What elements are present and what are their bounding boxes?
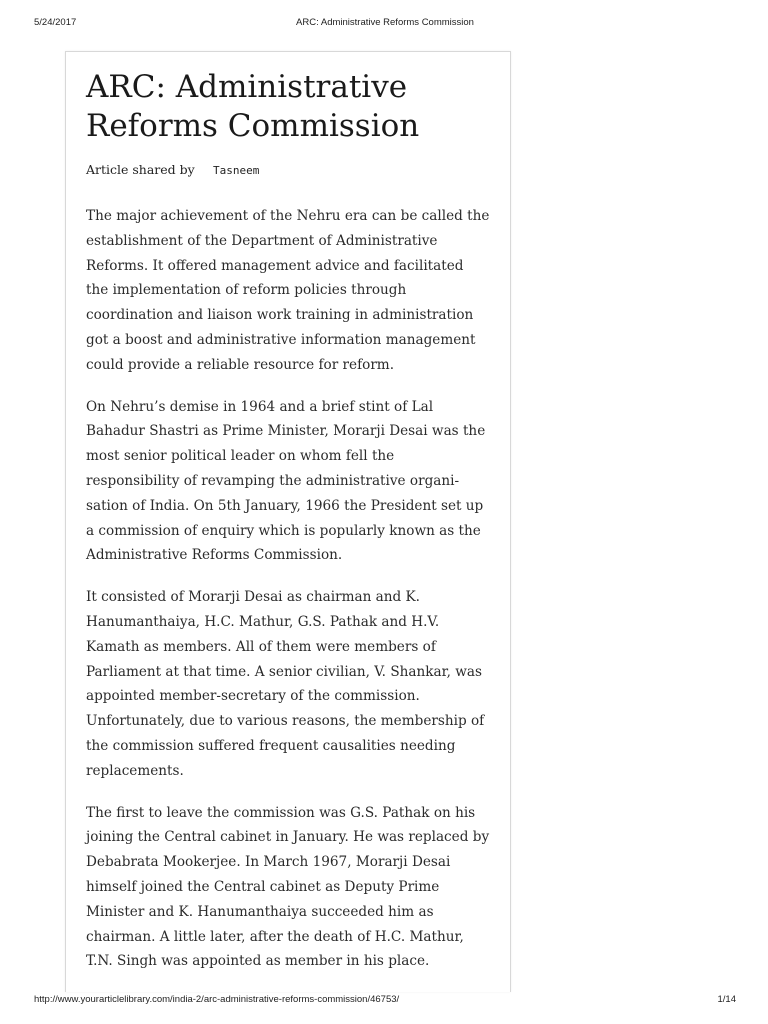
print-footer xyxy=(34,994,736,1008)
paragraph-4: The first to leave the commission was G.S. Pathak on his joining the Central cabinet in January. He was replaced by Debabrata Mookerjee. In March 1967, Morarji Desai himself joined the Central cabinet as Deputy Prime Minister and K. Hanumanthaiya succeeded him as chairman. A little later, after the death of H.C. Mathur, T.N. Singh was appointed as member in his place. xyxy=(86,804,490,970)
byline xyxy=(86,162,486,182)
article-card xyxy=(65,51,511,992)
author-name: Tasneem xyxy=(213,164,260,177)
article-body xyxy=(86,204,490,991)
paragraph-2: On Nehru’s demise in 1964 and a brief stint of Lal Bahadur Shastri as Prime Minister, Morarji Desai was the most senior political leader on whom fell the responsibility of revamping the administrative organi-sation of India. On 5th January, 1966 the President set up a commission of enquiry which is popularly known as the Administrative Reforms Commission. xyxy=(86,398,486,564)
print-page-title: ARC: Administrative Reforms Commission xyxy=(296,17,474,28)
source-url: http://www.yourarticlelibrary.com/india-2/arc-administrative-reforms-commission/46753/ xyxy=(34,994,400,1005)
article-title: ARC: Administrative Reforms Commission xyxy=(86,69,420,144)
paragraph-1: The major achievement of the Nehru era can be called the establishment of the Department of Administrative Reforms. It offered management advice and facilitated the implementation of reform policies through coordination and liaison work training in administration got a boost and administrative information management could provide a reliable resource for reform. xyxy=(86,208,490,373)
paragraph-3: It consisted of Morarji Desai as chairman and K. Hanumanthaiya, H.C. Mathur, G.S. Pathak and H.V. Kamath as members. All of them were members of Parliament at that time. A senior civilian, V. Shankar, was appointed member-secretary of the commission. Unfortunately, due to various reasons, the membership of the commission suffered frequent causalities needing replacements. xyxy=(86,589,485,779)
print-date: 5/24/2017 xyxy=(34,17,77,28)
print-header xyxy=(34,17,736,31)
byline-label: Article shared by xyxy=(86,162,195,177)
page-number: 1/14 xyxy=(717,994,736,1005)
